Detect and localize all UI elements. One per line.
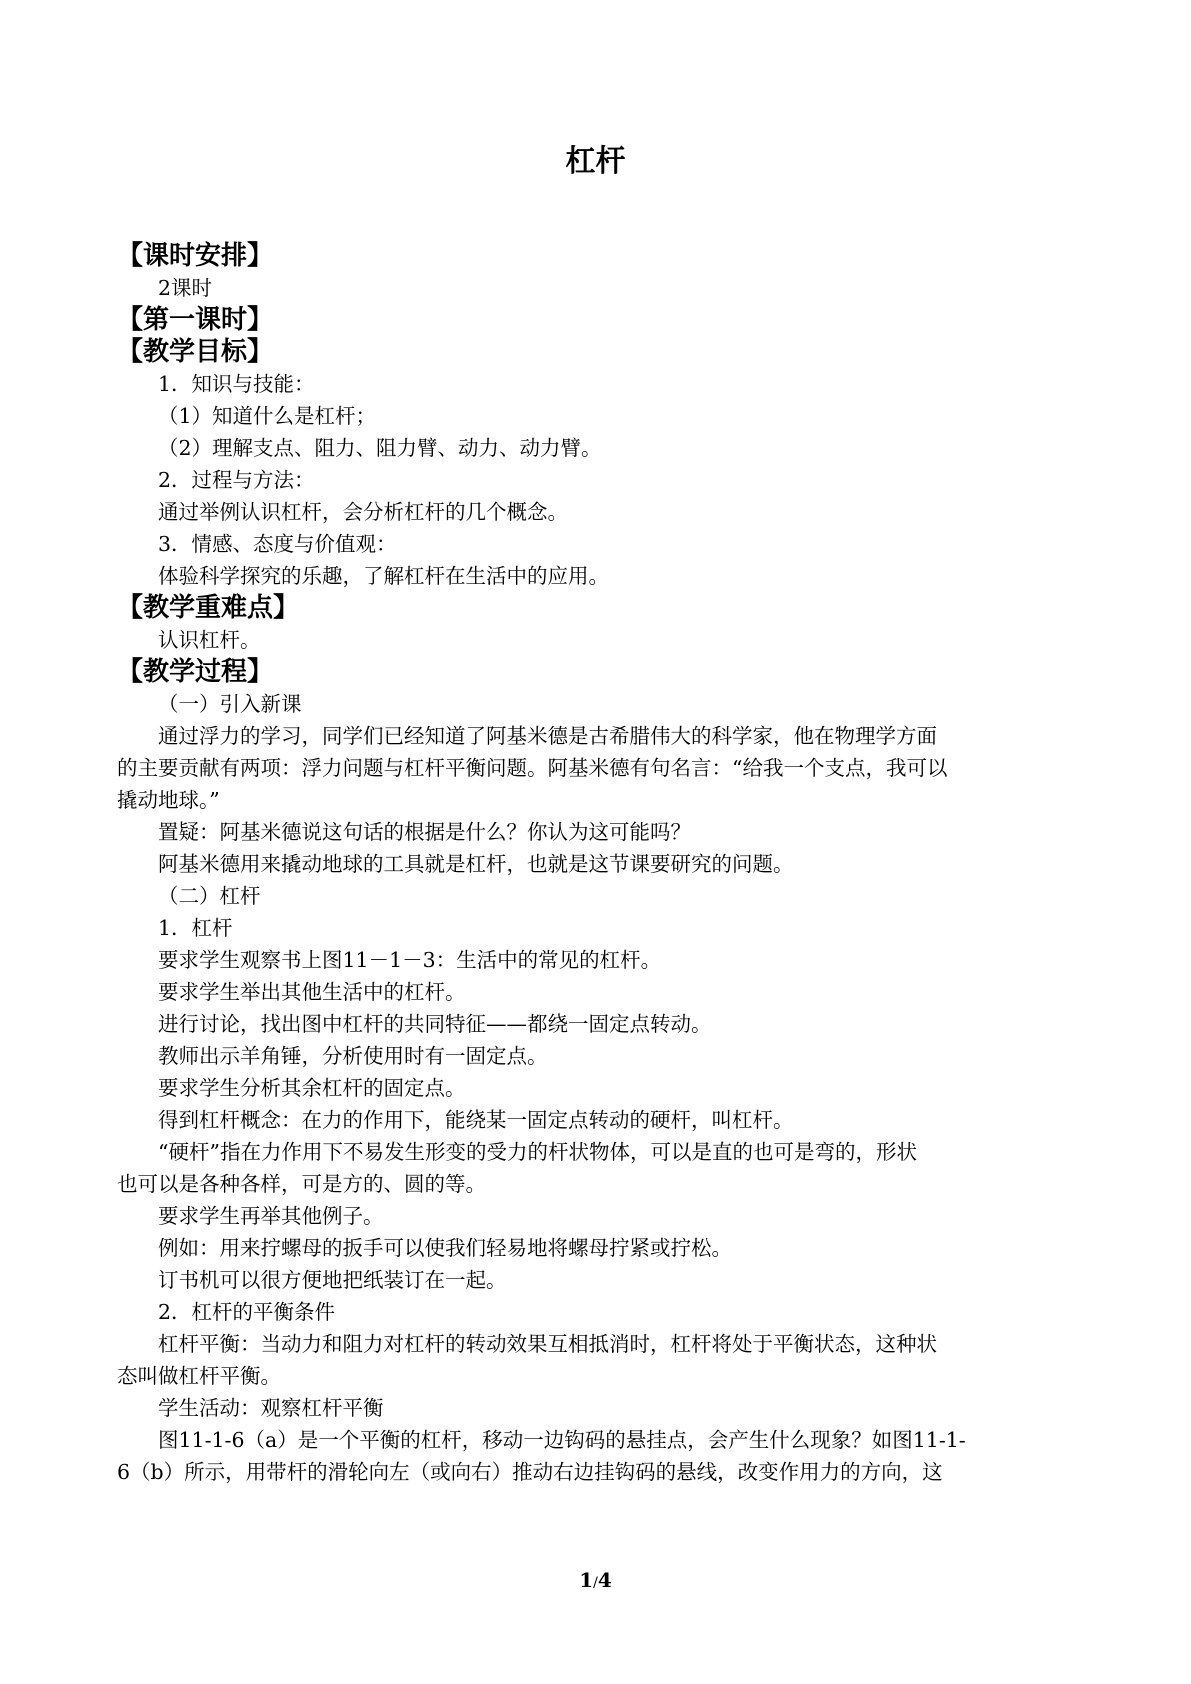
text-line: 1．杠杆 [158, 916, 233, 940]
page-separator: / [593, 1575, 598, 1591]
paragraph [117, 1424, 1087, 1488]
text-line: 学生活动：观察杠杆平衡 [158, 1396, 384, 1420]
paragraph-line: “硬杆”指在力作用下不易发生形变的受力的杆状物体，可以是直的也可是弯的，形状 [158, 1140, 917, 1164]
text-line: 进行讨论，找出图中杠杆的共同特征——都绕一固定点转动。 [158, 1012, 712, 1036]
paragraph-line: 态叫做杠杆平衡。 [117, 1364, 281, 1388]
paragraph [117, 720, 1087, 816]
section-heading: 【教学目标】 [117, 337, 274, 367]
text-line: 置疑：阿基米德说这句话的根据是什么？你认为这可能吗？ [158, 820, 691, 844]
text-line: 2．过程与方法： [158, 468, 315, 492]
text-line: 3．情感、态度与价值观： [158, 532, 397, 556]
page-title: 杠杆 [565, 144, 626, 179]
page-current: 1 [579, 1568, 594, 1592]
paragraph-line: 的主要贡献有两项：浮力问题与杠杆平衡问题。阿基米德有句名言：“给我一个支点，我可以 [117, 756, 948, 780]
paragraph-line: 通过浮力的学习，同学们已经知道了阿基米德是古希腊伟大的科学家，他在物理学方面 [158, 724, 937, 748]
text-line: 通过举例认识杠杆，会分析杠杆的几个概念。 [158, 500, 568, 524]
text-line: 2课时 [158, 276, 213, 300]
text-line: （1）知道什么是杠杆； [158, 404, 377, 428]
paragraph-line: 图11-1-6（a）是一个平衡的杠杆，移动一边钩码的悬挂点，会产生什么现象？如图11-1- [158, 1428, 966, 1452]
text-line: 教师出示羊角锤，分析使用时有一固定点。 [158, 1044, 548, 1068]
page-number [0, 1566, 1191, 1597]
section-heading: 【第一课时】 [117, 305, 274, 335]
text-line: 2．杠杆的平衡条件 [158, 1300, 336, 1324]
text-line: 得到杠杆概念：在力的作用下，能绕某一固定点转动的硬杆，叫杠杆。 [158, 1108, 794, 1132]
paragraph-line: 杠杆平衡：当动力和阻力对杠杆的转动效果互相抵消时，杠杆将处于平衡状态，这种状 [158, 1332, 937, 1356]
text-line: 阿基米德用来撬动地球的工具就是杠杆，也就是这节课要研究的问题。 [158, 852, 794, 876]
text-line: 要求学生分析其余杠杆的固定点。 [158, 1076, 466, 1100]
paragraph-line: 撬动地球。” [117, 788, 220, 812]
paragraph [117, 1136, 1087, 1200]
text-line: 要求学生观察书上图11－1－3：生活中的常见的杠杆。 [158, 948, 662, 972]
page-total: 4 [597, 1568, 612, 1592]
document-body [117, 240, 1087, 1488]
text-line: 订书机可以很方便地把纸装订在一起。 [158, 1268, 507, 1292]
text-line: 要求学生再举其他例子。 [158, 1204, 384, 1228]
paragraph [117, 1328, 1087, 1392]
section-heading: 【课时安排】 [117, 241, 274, 271]
text-line: 体验科学探究的乐趣，了解杠杆在生活中的应用。 [158, 564, 609, 588]
text-line: 要求学生举出其他生活中的杠杆。 [158, 980, 466, 1004]
section-heading: 【教学重难点】 [117, 593, 300, 623]
paragraph-line: 6（b）所示，用带杆的滑轮向左（或向右）推动右边挂钩码的悬线，改变作用力的方向，这 [117, 1460, 943, 1484]
text-line: 例如：用来拧螺母的扳手可以使我们轻易地将螺母拧紧或拧松。 [158, 1236, 732, 1260]
paragraph-line: 也可以是各种各样，可是方的、圆的等。 [117, 1172, 486, 1196]
text-line: （二）杠杆 [158, 884, 261, 908]
text-line: （2）理解支点、阻力、阻力臂、动力、动力臂。 [158, 436, 602, 460]
text-line: 1．知识与技能： [158, 372, 315, 396]
section-heading: 【教学过程】 [117, 657, 274, 687]
text-line: （一）引入新课 [158, 692, 302, 716]
text-line: 认识杠杆。 [158, 628, 261, 652]
